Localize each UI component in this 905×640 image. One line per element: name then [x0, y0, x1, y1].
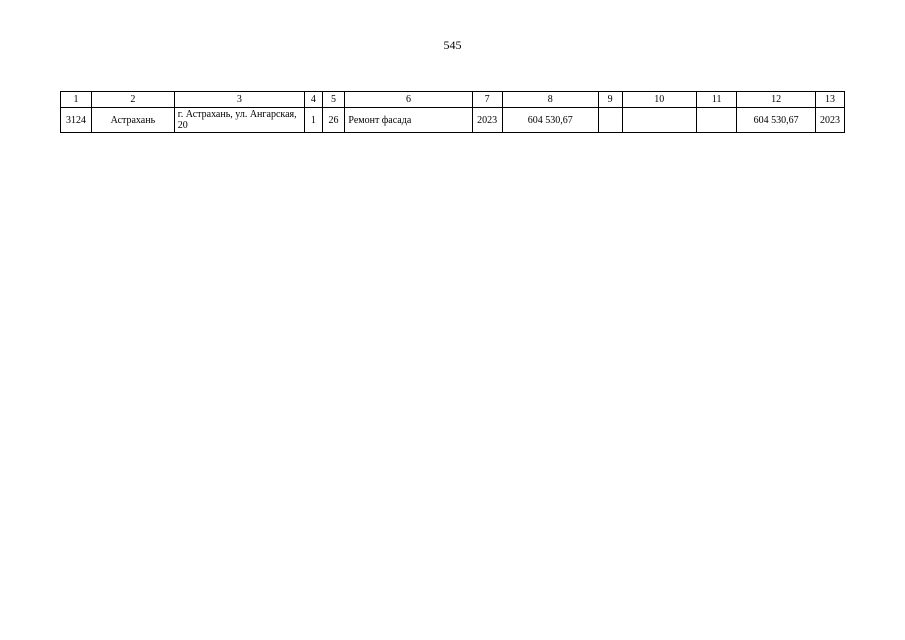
city-cell: Астрахань — [92, 108, 175, 133]
year-cell: 2023 — [472, 108, 502, 133]
column-number: 9 — [598, 92, 622, 108]
column-number: 7 — [472, 92, 502, 108]
year-cell: 2023 — [815, 108, 844, 133]
column-number: 6 — [345, 92, 472, 108]
address-cell: г. Астрахань, ул. Ангарская, 20 — [174, 108, 304, 133]
id-cell: 3124 — [61, 108, 92, 133]
column-number: 5 — [322, 92, 345, 108]
amount-cell: 604 530,67 — [737, 108, 816, 133]
column-number: 3 — [174, 92, 304, 108]
capital-repair-table — [60, 91, 845, 133]
column-number: 10 — [622, 92, 696, 108]
num-cell: 1 — [305, 108, 323, 133]
column-number: 13 — [815, 92, 844, 108]
amount-cell: 604 530,67 — [502, 108, 598, 133]
column-number: 2 — [92, 92, 175, 108]
empty-cell — [697, 108, 737, 133]
work-type-cell: Ремонт фасада — [345, 108, 472, 133]
column-number-row — [61, 92, 845, 108]
table-row — [61, 108, 845, 133]
column-number: 8 — [502, 92, 598, 108]
column-number: 4 — [305, 92, 323, 108]
num-cell: 26 — [322, 108, 345, 133]
empty-cell — [622, 108, 696, 133]
page-number: 545 — [443, 38, 462, 52]
empty-cell — [598, 108, 622, 133]
column-number: 12 — [737, 92, 816, 108]
column-number: 11 — [697, 92, 737, 108]
column-number: 1 — [61, 92, 92, 108]
